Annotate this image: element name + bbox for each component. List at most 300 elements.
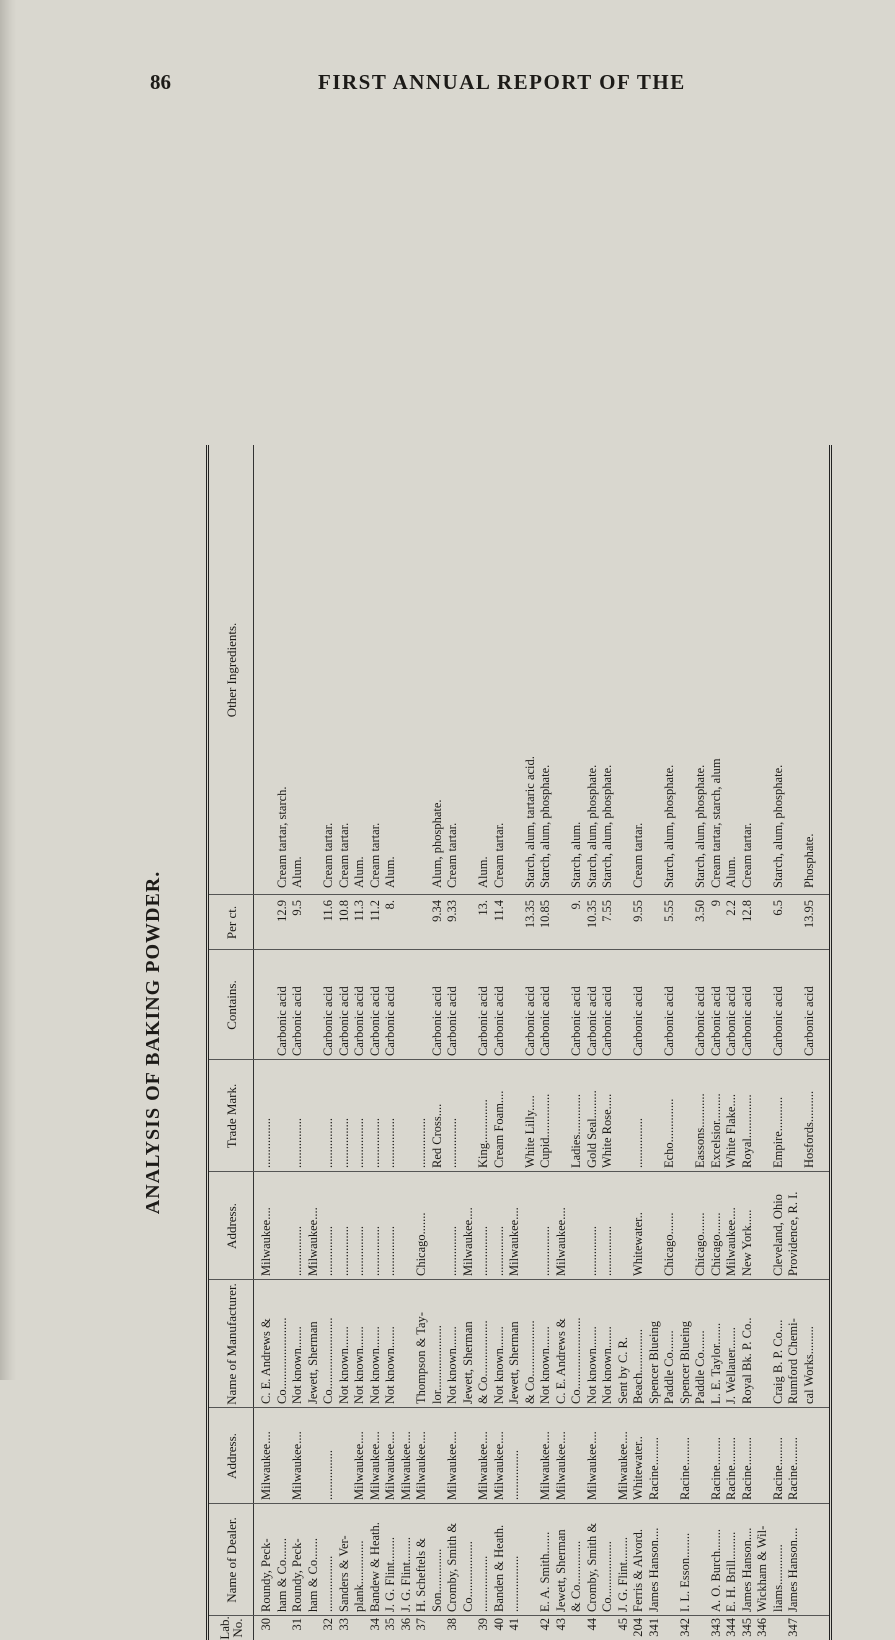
cell-contains (647, 952, 661, 1056)
cell-per-ct: 13.95 (801, 900, 816, 929)
cell-per-ct: 9. (569, 900, 583, 910)
table-row (554, 445, 568, 1640)
cell-manufacturer: Not known....... (352, 1326, 366, 1404)
cell-manufacturer: Not known....... (336, 1326, 351, 1404)
cell-dealer: .................. (476, 1555, 490, 1612)
table-row (399, 445, 413, 1640)
table-row (352, 445, 366, 1640)
cell-per-ct: 8. (383, 900, 397, 910)
table-title: ANALYSIS OF BAKING POWDER. (142, 870, 164, 1215)
cell-trade-mark (399, 1062, 413, 1168)
cell-dealer-address: Milwaukee.... (553, 1431, 568, 1500)
cell-lab-no: 343 (708, 1618, 723, 1637)
cell-lab-no: 342 (677, 1618, 692, 1637)
cell-manufacturer-address: ................ (476, 1226, 490, 1276)
cell-trade-mark (461, 1062, 475, 1168)
cell-lab-no (802, 1618, 816, 1638)
cell-trade-mark: ................ (631, 1118, 645, 1168)
cell-contains: Carbonic acid (321, 986, 335, 1056)
cell-other-ingredients: Cream tartar. (491, 822, 506, 888)
cell-dealer: James Hanson.... (739, 1527, 754, 1612)
cell-manufacturer-address: Cleveland, Ohio (770, 1194, 785, 1276)
cell-dealer-address (306, 1410, 320, 1500)
cell-dealer (523, 1506, 537, 1612)
cell-per-ct: 12.9 (274, 900, 289, 922)
cell-other-ingredients: Cream tartar. (631, 822, 645, 888)
table-row (724, 445, 738, 1640)
cell-trade-mark (554, 1062, 568, 1168)
cell-per-ct (399, 900, 413, 946)
cell-per-ct (755, 900, 769, 946)
cell-trade-mark (786, 1062, 800, 1168)
header-other-ingredients: Other Ingredients. (223, 622, 239, 718)
cell-other-ingredients: Cream tartar. (445, 822, 459, 888)
cell-dealer (802, 1506, 816, 1612)
cell-lab-no (600, 1618, 614, 1638)
cell-trade-mark: ................ (352, 1118, 366, 1168)
header-per-ct: Per ct. (223, 905, 239, 940)
cell-dealer (662, 1506, 676, 1612)
cell-manufacturer-address: Chicago....... (662, 1212, 676, 1276)
cell-manufacturer: Jewett, Sherman (460, 1321, 475, 1404)
table-row (492, 445, 506, 1640)
cell-other-ingredients (786, 448, 800, 888)
cell-manufacturer: Paddle Co....... (662, 1330, 676, 1404)
cell-other-ingredients: Starch, alum, phosphate. (662, 764, 676, 888)
table-row (507, 445, 521, 1640)
cell-lab-no: 347 (786, 1618, 800, 1637)
cell-trade-mark: Echo.............. (662, 1098, 676, 1168)
cell-dealer-address (337, 1410, 351, 1500)
cell-dealer-address: Milwaukee.... (398, 1431, 413, 1500)
cell-dealer: Ferris & Alvord. (631, 1529, 645, 1612)
cell-manufacturer-address (647, 1174, 661, 1276)
cell-other-ingredients: Cream tartar, starch, alum (708, 758, 723, 888)
cell-contains (786, 952, 800, 1056)
cell-dealer: .................. (321, 1555, 335, 1612)
table-row (275, 445, 289, 1640)
cell-trade-mark (755, 1062, 769, 1168)
cell-contains: Carbonic acid (693, 986, 707, 1056)
table-row (290, 445, 304, 1640)
cell-other-ingredients (461, 448, 475, 888)
cell-dealer: Bandew & Heath. (367, 1522, 382, 1612)
cell-manufacturer-address (399, 1174, 413, 1276)
cell-per-ct: 11.2 (367, 900, 382, 922)
cell-contains: Carbonic acid (274, 986, 289, 1056)
cell-lab-no: 32 (321, 1618, 335, 1631)
cell-trade-mark (507, 1062, 521, 1168)
cell-manufacturer: Jewett, Sherman (507, 1321, 521, 1404)
cell-other-ingredients (554, 448, 568, 888)
cell-dealer-address: Milwaukee.... (259, 1431, 273, 1500)
cell-dealer: plank.............. (352, 1540, 366, 1612)
cell-other-ingredients: Alum. (383, 856, 397, 888)
header-lab-no: Lab. No. (217, 1616, 245, 1640)
header-manufacturer: Name of Manufacturer. (223, 1283, 239, 1405)
cell-manufacturer: Jewett, Sherman (305, 1321, 320, 1404)
cell-lab-no: 31 (290, 1618, 304, 1631)
cell-lab-no: 346 (755, 1618, 769, 1637)
cell-dealer: Co.................. (600, 1541, 614, 1612)
cell-other-ingredients: Cream tartar. (739, 822, 754, 888)
cell-manufacturer (399, 1282, 413, 1404)
cell-other-ingredients (259, 448, 273, 888)
cell-dealer: I. L. Esson........ (677, 1532, 692, 1612)
cell-per-ct: 12.8 (739, 900, 754, 922)
rotated-table-block (136, 445, 831, 1640)
cell-lab-no: 43 (553, 1618, 568, 1631)
cell-per-ct (554, 900, 568, 946)
cell-lab-no: 36 (398, 1618, 413, 1631)
table-row (569, 445, 583, 1640)
cell-manufacturer: Co....................... (569, 1317, 583, 1404)
cell-manufacturer-address (275, 1174, 289, 1276)
cell-manufacturer: Craig B. P. Co.... (770, 1319, 785, 1404)
table-row (337, 445, 351, 1640)
cell-dealer: Roundy, Peck- (259, 1538, 273, 1612)
table-row (771, 445, 785, 1640)
cell-dealer-address: Milwaukee.... (367, 1431, 382, 1500)
cell-dealer: A. O. Burch....... (708, 1529, 723, 1612)
cell-dealer (693, 1506, 707, 1612)
cell-contains: Carbonic acid (584, 986, 599, 1056)
cell-lab-no (461, 1618, 475, 1638)
cell-dealer-address (430, 1410, 444, 1500)
cell-per-ct: 11.6 (321, 900, 335, 922)
cell-manufacturer: Not known....... (491, 1326, 506, 1404)
cell-manufacturer: & Co.................. (522, 1320, 537, 1404)
cell-dealer-address (755, 1410, 769, 1500)
cell-manufacturer: Beach.............. (631, 1329, 645, 1404)
cell-dealer-address (662, 1410, 676, 1500)
table-row (709, 445, 723, 1640)
header-dealer-address: Address. (223, 1433, 239, 1479)
cell-contains: Carbonic acid (429, 986, 444, 1056)
cell-per-ct: 9.34 (429, 900, 444, 922)
cell-contains: Carbonic acid (538, 986, 552, 1056)
cell-other-ingredients: Alum. (352, 856, 366, 888)
cell-lab-no: 30 (259, 1618, 273, 1631)
cell-trade-mark (647, 1062, 661, 1168)
cell-other-ingredients: Alum. (476, 856, 490, 888)
cell-lab-no: 34 (367, 1618, 382, 1631)
page-number: 86 (150, 70, 171, 94)
running-head: FIRST ANNUAL REPORT OF THE (318, 70, 686, 94)
table-row (585, 445, 599, 1640)
cell-contains: Carbonic acid (383, 986, 397, 1056)
cell-dealer-address: Milwaukee.... (491, 1431, 506, 1500)
cell-other-ingredients: Cream tartar, starch. (274, 786, 289, 888)
cell-other-ingredients: Cream tartar. (336, 822, 351, 888)
cell-contains: Carbonic acid (290, 986, 304, 1056)
header-contains: Contains. (223, 980, 239, 1030)
cell-per-ct: 9.33 (445, 900, 459, 922)
cell-trade-mark: ................ (336, 1118, 351, 1168)
cell-manufacturer-address: ................ (321, 1226, 335, 1276)
cell-dealer-address: Racine......... (724, 1437, 738, 1500)
cell-manufacturer-address: Milwaukee.... (724, 1207, 738, 1276)
cell-per-ct: 13. (476, 900, 490, 916)
cell-lab-no (771, 1618, 785, 1638)
cell-manufacturer-address: ................ (367, 1226, 382, 1276)
table-row (368, 445, 382, 1640)
cell-dealer: J. G. Flint........ (615, 1536, 630, 1612)
cell-contains: Carbonic acid (631, 986, 645, 1056)
cell-manufacturer-address (678, 1174, 692, 1276)
table-row (678, 445, 692, 1640)
table-row (414, 445, 428, 1640)
cell-per-ct (414, 900, 428, 946)
cell-per-ct: 10.35 (584, 900, 599, 929)
cell-dealer-address: ................ (507, 1450, 521, 1500)
cell-manufacturer: Rumford Chemi- (786, 1318, 800, 1404)
cell-manufacturer-address: Milwaukee.... (460, 1207, 475, 1276)
cell-manufacturer: C. E. Andrews & (553, 1318, 568, 1404)
cell-per-ct: 11.4 (491, 900, 506, 922)
cell-per-ct: 10.8 (336, 900, 351, 922)
cell-other-ingredients: Cream tartar. (321, 822, 335, 888)
cell-manufacturer-address: Milwaukee.... (305, 1207, 320, 1276)
cell-dealer-address: Milwaukee.... (538, 1431, 552, 1500)
cell-other-ingredients: Alum. (290, 856, 304, 888)
cell-manufacturer-address: ................ (584, 1226, 599, 1276)
cell-manufacturer: cal Works......... (801, 1326, 816, 1404)
cell-dealer-address: Racine......... (646, 1437, 661, 1500)
cell-other-ingredients: Starch, alum, phosphate. (770, 764, 785, 888)
cell-contains (461, 952, 475, 1056)
cell-other-ingredients (616, 448, 630, 888)
cell-manufacturer-address (755, 1174, 769, 1276)
cell-manufacturer: C. E. Andrews & (259, 1318, 273, 1404)
cell-other-ingredients: Starch, alum, phosphate. (693, 764, 707, 888)
cell-lab-no: 39 (476, 1618, 490, 1631)
analysis-table (206, 445, 832, 1640)
cell-dealer-address: Milwaukee.... (476, 1431, 490, 1500)
cell-contains: Carbonic acid (336, 986, 351, 1056)
table-row (600, 445, 614, 1640)
cell-trade-mark: ................ (259, 1118, 273, 1168)
cell-trade-mark (275, 1062, 289, 1168)
cell-contains (616, 952, 630, 1056)
cell-other-ingredients (414, 448, 428, 888)
cell-other-ingredients: Starch, alum, phosphate. (600, 764, 614, 888)
cell-other-ingredients (647, 448, 661, 888)
table-row (786, 445, 800, 1640)
cell-trade-mark: White Flake.... (724, 1094, 738, 1168)
cell-contains: Carbonic acid (739, 986, 754, 1056)
cell-dealer-address: Racine......... (739, 1437, 754, 1500)
cell-dealer: Wickham & Wil- (755, 1525, 769, 1612)
cell-manufacturer-address: Milwaukee.... (553, 1207, 568, 1276)
table-row (383, 445, 397, 1640)
cell-dealer: Jewett, Sherman (553, 1529, 568, 1612)
header-dealer: Name of Dealer. (223, 1517, 239, 1603)
cell-contains (507, 952, 521, 1056)
header-trade-mark: Trade Mark. (223, 1083, 239, 1149)
cell-per-ct (647, 900, 661, 946)
cell-lab-no: 38 (445, 1618, 459, 1631)
cell-other-ingredients (306, 448, 320, 888)
cell-per-ct: 9.5 (290, 900, 304, 916)
cell-manufacturer-address: Chicago....... (708, 1212, 723, 1276)
cell-dealer: ham & Co....... (305, 1538, 320, 1612)
table-header-row (209, 445, 254, 1640)
table-row (662, 445, 676, 1640)
cell-manufacturer-address: Whitewater.. (631, 1212, 645, 1276)
cell-trade-mark (616, 1062, 630, 1168)
cell-dealer: James Hanson.... (786, 1527, 800, 1612)
table-row (616, 445, 630, 1640)
cell-manufacturer: Paddle Co....... (693, 1330, 707, 1404)
cell-dealer: Roundy, Peck- (290, 1538, 304, 1612)
cell-dealer: E. A. Smith....... (538, 1531, 552, 1612)
cell-manufacturer: Thompson & Tay- (414, 1312, 428, 1404)
cell-trade-mark: Eassons........... (693, 1093, 707, 1168)
cell-per-ct (461, 900, 475, 946)
cell-other-ingredients: Starch, alum. (569, 821, 583, 888)
cell-dealer: J. G. Flint........ (398, 1536, 413, 1612)
cell-other-ingredients (755, 448, 769, 888)
cell-lab-no (306, 1618, 320, 1638)
cell-manufacturer: Not known....... (290, 1326, 304, 1404)
cell-lab-no: 37 (414, 1618, 428, 1631)
cell-dealer-address (523, 1410, 537, 1500)
cell-manufacturer: Royal Bk. P. Co.. (739, 1317, 754, 1404)
cell-trade-mark: ................ (414, 1118, 428, 1168)
cell-trade-mark: Empire........... (770, 1096, 785, 1168)
cell-contains: Carbonic acid (801, 986, 816, 1056)
cell-dealer-address: Milwaukee.... (615, 1431, 630, 1500)
cell-manufacturer (755, 1282, 769, 1404)
cell-dealer: Co.................. (460, 1541, 475, 1612)
table-row (802, 445, 816, 1640)
cell-trade-mark: King.............. (476, 1099, 490, 1168)
cell-manufacturer: Spencer Blueing (677, 1321, 692, 1404)
cell-trade-mark (306, 1062, 320, 1168)
cell-manufacturer-address (569, 1174, 583, 1276)
cell-dealer-address: Racine......... (677, 1437, 692, 1500)
cell-contains: Carbonic acid (445, 986, 459, 1056)
cell-per-ct (786, 900, 800, 946)
cell-trade-mark: Cupid.............. (538, 1093, 552, 1168)
cell-per-ct: 3.50 (693, 900, 707, 922)
cell-dealer-address: Milwaukee.... (383, 1431, 397, 1500)
cell-per-ct (259, 900, 273, 946)
cell-manufacturer-address: Providence, R. I. (786, 1191, 800, 1276)
cell-dealer: Son.............. (429, 1548, 444, 1612)
cell-manufacturer-address: ................ (445, 1226, 459, 1276)
cell-lab-no: 40 (491, 1618, 506, 1631)
cell-contains (554, 952, 568, 1056)
cell-other-ingredients: Alum. (724, 856, 738, 888)
cell-manufacturer-address: Chicago....... (693, 1212, 707, 1276)
cell-other-ingredients: Cream tartar. (367, 822, 382, 888)
cell-manufacturer: Not known....... (367, 1326, 382, 1404)
cell-dealer: Sanders & Ver- (336, 1535, 351, 1612)
cell-trade-mark: Cream Foam.... (491, 1090, 506, 1168)
cell-manufacturer: L. E. Taylor....... (708, 1322, 723, 1404)
cell-manufacturer-address (523, 1174, 537, 1276)
cell-dealer-address (461, 1410, 475, 1500)
cell-lab-no: 33 (336, 1618, 351, 1631)
cell-per-ct: 2.2 (724, 900, 738, 916)
cell-trade-mark: ................ (290, 1118, 304, 1168)
header-manufacturer-address: Address. (223, 1203, 239, 1249)
cell-other-ingredients (678, 448, 692, 888)
cell-per-ct: 6.5 (770, 900, 785, 916)
cell-lab-no: 344 (724, 1618, 738, 1637)
cell-dealer-address: Whitewater.. (631, 1436, 645, 1500)
cell-lab-no (352, 1618, 366, 1638)
table-row (755, 445, 769, 1640)
table-row (445, 445, 459, 1640)
cell-trade-mark: ................ (383, 1118, 397, 1168)
cell-lab-no: 204 (631, 1618, 645, 1637)
cell-trade-mark: ................ (445, 1118, 459, 1168)
cell-per-ct: 13.35 (522, 900, 537, 929)
cell-manufacturer: Sent by C. R. (615, 1336, 630, 1404)
cell-lab-no (569, 1618, 583, 1638)
table-row (631, 445, 645, 1640)
table-row (430, 445, 444, 1640)
cell-lab-no (523, 1618, 537, 1638)
cell-trade-mark: Ladies............. (569, 1094, 583, 1168)
cell-manufacturer-address: ................ (600, 1226, 614, 1276)
cell-manufacturer: Not known....... (584, 1326, 599, 1404)
cell-dealer: Banden & Heath. (491, 1524, 506, 1612)
cell-per-ct: 10.85 (538, 900, 552, 929)
cell-per-ct (507, 900, 521, 946)
cell-per-ct (306, 900, 320, 946)
cell-contains: Carbonic acid (569, 986, 583, 1056)
cell-dealer-address: ................ (321, 1450, 335, 1500)
cell-other-ingredients: Starch, alum, tartaric acid. (522, 756, 537, 888)
cell-per-ct: 9 (708, 900, 723, 907)
cell-manufacturer: Not known....... (600, 1326, 614, 1404)
cell-lab-no: 35 (383, 1618, 397, 1631)
cell-trade-mark: Excelsior......... (708, 1093, 723, 1168)
cell-dealer-address: Milwaukee.... (352, 1431, 366, 1500)
cell-dealer-address (275, 1410, 289, 1500)
cell-manufacturer: Co....................... (321, 1317, 335, 1404)
cell-trade-mark: Gold Seal......... (584, 1090, 599, 1168)
cell-lab-no (430, 1618, 444, 1638)
cell-per-ct (678, 900, 692, 946)
cell-manufacturer-address (616, 1174, 630, 1276)
cell-lab-no: 45 (615, 1618, 630, 1631)
cell-dealer-address (600, 1410, 614, 1500)
table-row (740, 445, 754, 1640)
page-binding-edge (0, 0, 16, 1380)
cell-manufacturer: Not known....... (445, 1326, 459, 1404)
cell-manufacturer-address: New York..... (739, 1209, 754, 1276)
cell-contains: Carbonic acid (770, 986, 785, 1056)
cell-manufacturer: Co....................... (274, 1317, 289, 1404)
cell-manufacturer-address: Milwaukee.... (507, 1207, 521, 1276)
cell-per-ct: 11.3 (352, 900, 366, 922)
cell-contains: Carbonic acid (724, 986, 738, 1056)
cell-contains (399, 952, 413, 1056)
cell-per-ct: 7.55 (600, 900, 614, 922)
cell-lab-no (275, 1618, 289, 1638)
cell-contains (259, 952, 273, 1056)
cell-lab-no: 41 (507, 1618, 521, 1631)
cell-other-ingredients (507, 448, 521, 888)
table-row (538, 445, 552, 1640)
cell-lab-no (662, 1618, 676, 1638)
cell-dealer: H. Scheftels & (414, 1538, 428, 1612)
